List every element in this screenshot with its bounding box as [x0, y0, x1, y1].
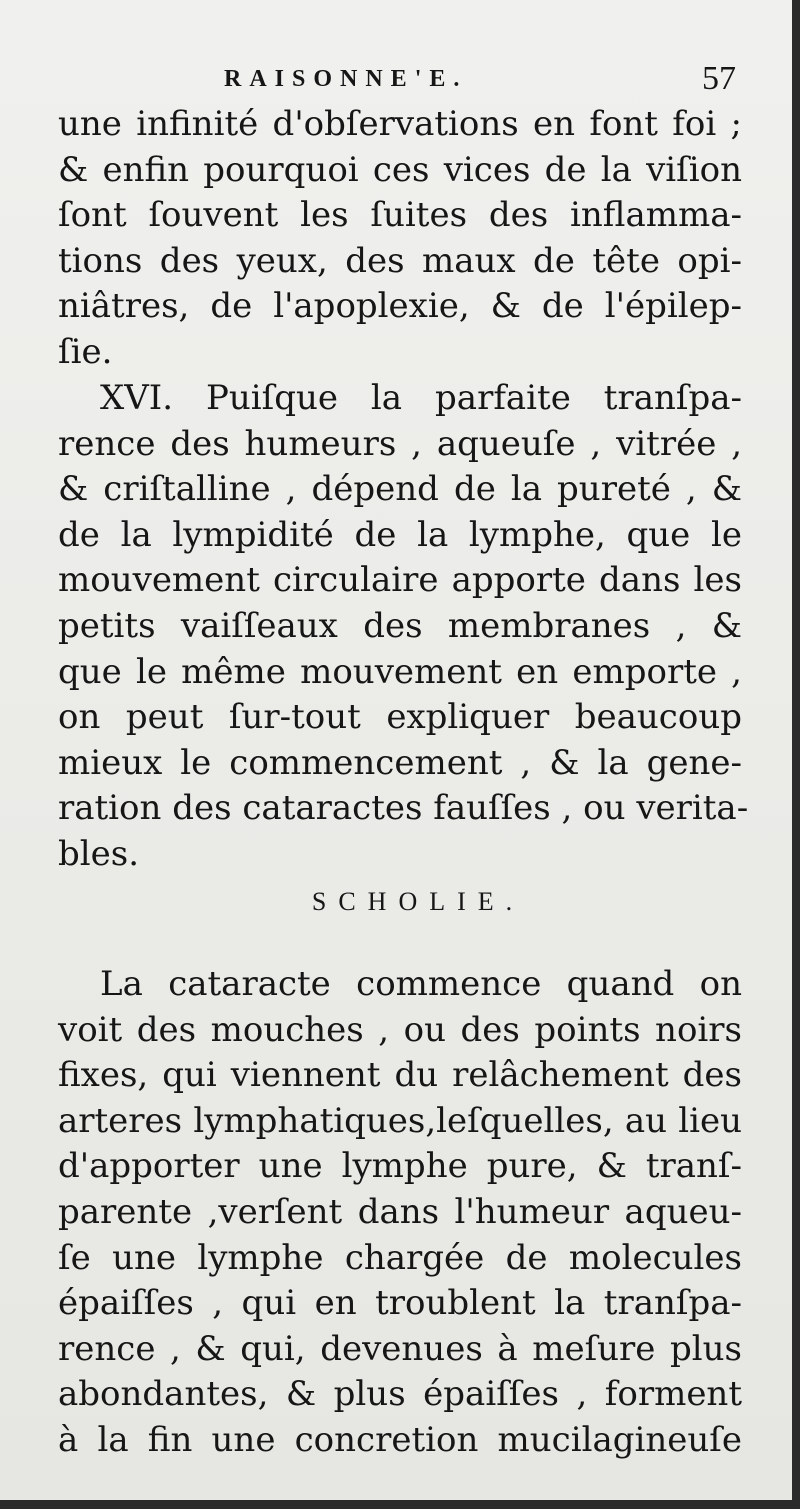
text-line: bles. [58, 833, 140, 874]
running-head: RAISONNE'E. [224, 66, 468, 92]
text-line: voit des mouches , ou des points noirs [58, 1009, 742, 1050]
text-line: d'apporter une lymphe pure, & tranſ- [58, 1146, 742, 1187]
text-line: arteres lymphatiques,leſquelles, au lieu [58, 1100, 742, 1141]
paragraph-continuation [58, 102, 742, 376]
page-header [58, 62, 742, 102]
text-line: rence , & qui, devenues à meſure plus [58, 1328, 742, 1369]
text-line: de la lympidité de la lymphe, que le [58, 514, 742, 555]
text-line: rence des humeurs , aqueuſe , vitrée , [58, 423, 742, 464]
page-number: 57 [702, 60, 736, 97]
text-line: XVI. Puiſque la parfaite tranſpa- [100, 378, 742, 418]
text-line: & enfin pourquoi ces vices de la viſion [58, 149, 742, 190]
text-line: à la fin une concretion mucilagineuſe [58, 1419, 742, 1460]
text-line: parente ,verſent dans l'humeur aqueu- [58, 1191, 742, 1232]
scholie-section [58, 874, 742, 950]
text-line: on peut ſur-tout expliquer beaucoup [58, 697, 742, 738]
text-line: & criſtalline , dépend de la pureté , & [58, 469, 742, 510]
text-line: petits vaiſſeaux des membranes , & [58, 605, 742, 646]
text-line: ſont ſouvent les ſuites des inflamma- [58, 195, 742, 236]
text-line: mouvement circulaire apporte dans les [58, 560, 742, 601]
text-line: fixes, qui viennent du relâchement des [58, 1055, 742, 1096]
text-line: La cataracte commence quand on [100, 964, 742, 1004]
text-line: tions des yeux, des maux de tête opi- [58, 240, 742, 281]
text-line: ration des cataractes fauſſes , ou verita- [58, 788, 749, 829]
paragraph-xvi [58, 376, 749, 878]
page-bottom-shadow [0, 1500, 800, 1509]
text-line: épaiſſes , qui en troublent la tranſpa- [58, 1283, 742, 1324]
text-line: une infinité d'obſervations en font foi ; [58, 104, 742, 144]
text-line: que le même mouvement en emporte , [58, 651, 742, 692]
paragraph-scholie [58, 962, 742, 1464]
text-line: ſie. [58, 331, 113, 372]
text-line: ſe une lymphe chargée de molecules [58, 1237, 742, 1278]
text-line: abondantes, & plus épaiſſes , forment [58, 1374, 742, 1415]
text-line: niâtres, de l'apoplexie, & de l'épilep- [58, 286, 742, 327]
page-edge-shadow [792, 0, 800, 1509]
text-line: mieux le commencement , & la gene- [58, 742, 742, 783]
section-title: SCHOLIE. [311, 887, 525, 916]
